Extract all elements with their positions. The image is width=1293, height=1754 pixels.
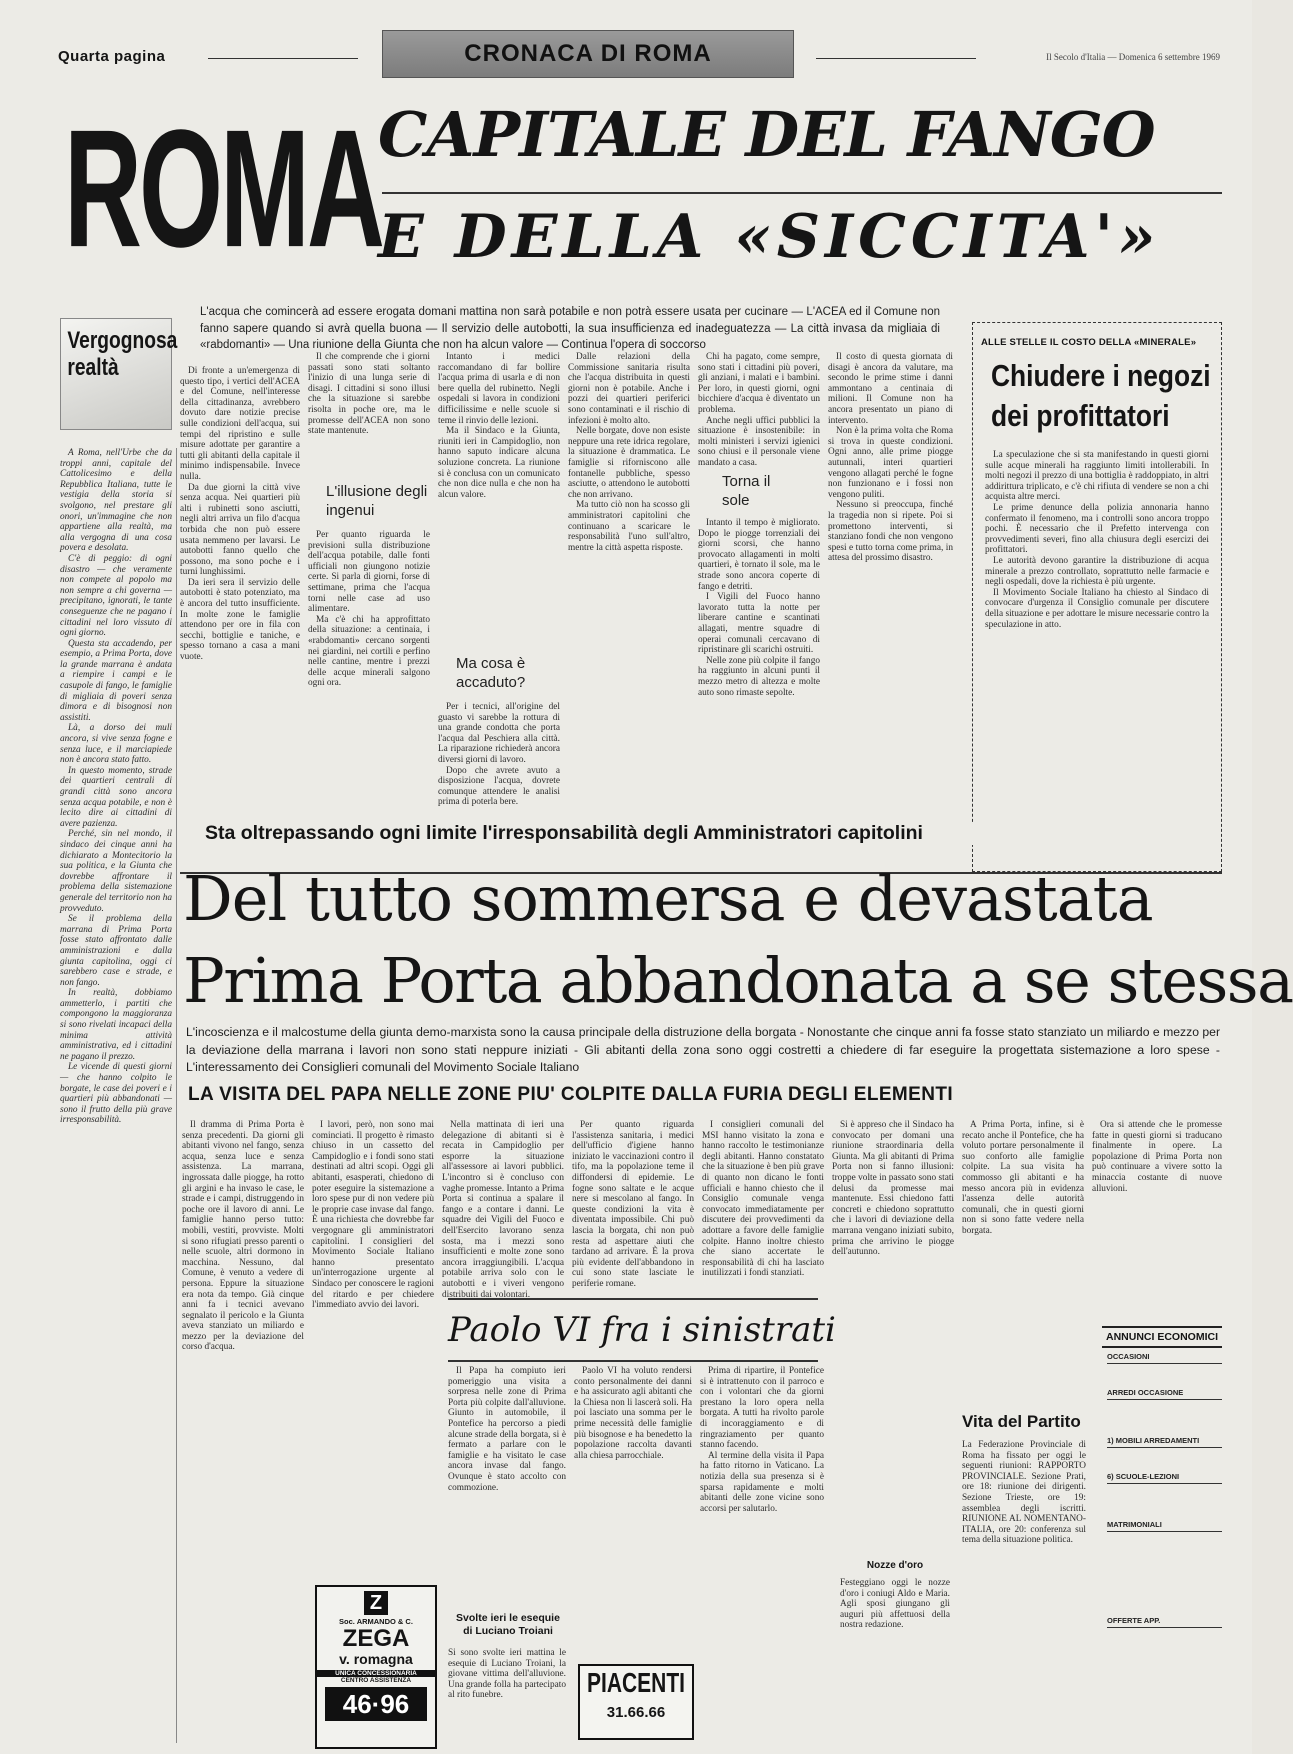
second-col1 bbox=[182, 1120, 304, 1742]
wedding-text: Festeggiano oggi le nozze d'oro i coniugi Aldo e Maria. Agli sposi giungano gli auguri più affettuosi della nostra redazione. bbox=[840, 1578, 950, 1658]
zega-logo: Z bbox=[364, 1591, 388, 1615]
paragraph: Il che comprende che i giorni passati sono stati soltanto l'inizio di una lunga serie di disagi. I cittadini si sono illusi che la situazione si sarebbe risolta in poche ore, ma le promesse dell'ACEA non sono state mantenute. bbox=[308, 352, 430, 437]
second-col2 bbox=[312, 1120, 434, 1578]
paolo-col3 bbox=[700, 1366, 824, 1742]
party-title: Vita del Partito bbox=[962, 1412, 1081, 1431]
classified-heading: ARREDI OCCASIONE bbox=[1107, 1388, 1222, 1400]
paragraph: Il Movimento Sociale Italiano ha chiesto al Sindaco di convocare d'urgenza il Consiglio comunale per discutere della situazione e per adottare le misure necessarie contro la speculazione in atto. bbox=[985, 587, 1209, 630]
classified-heading: OCCASIONI bbox=[1107, 1352, 1222, 1364]
piacenti-ad bbox=[578, 1664, 694, 1740]
paragraph: Ma tutto ciò non ha scosso gli amministratori capitolini che continuano a scaricare le responsabilità l'uno sull'altro, mentre la città aspetta risposte. bbox=[568, 500, 690, 553]
top-story-col4 bbox=[568, 352, 690, 868]
paragraph: Per quanto riguarda le previsioni sulla distribuzione dell'acqua potabile, dalle fonti ufficiali non giungono notizie certe. Si parla di giorni, forse di settimane, prima che l'acqua torni nelle case ad uso alimentare. bbox=[308, 530, 430, 615]
paragraph: Questa sta accadendo, per esempio, a Prima Porta, dove la grande marrana è andata a riempire i campi e le casupole di fango, le famiglie di migliaia di poveri senza dimora e di bisognosi non assistiti. bbox=[60, 638, 172, 723]
paragraph: Le autorità devono garantire la distribuzione di acqua minerale a prezzo controllato, soprattutto nelle farmacie e negli ospedali, dove la richiesta è più urgente. bbox=[985, 555, 1209, 588]
paragraph: Le prime denunce della polizia annonaria hanno confermato il fenomeno, ma i controlli sono ancora troppo pochi. È necessario che il Prefetto intervenga con provvedimenti severi, fino alla chiusura degli esercizi dei profittatori. bbox=[985, 502, 1209, 556]
paragraph: Dopo che avrete avuto a disposizione l'acqua, dovrete comunque attendere le analisi prima di poterla bere. bbox=[438, 765, 560, 808]
paragraph: Paolo VI ha voluto rendersi conto personalmente dei danni e ha assicurato agli abitanti che la Chiesa non li lascerà soli. Ha poi lasciato una somma per le prime necessità delle famiglie più bisognose e ha benedetto la popolazione raccolta davanti alla chiesa parrocchiale. bbox=[574, 1366, 692, 1461]
top-story-col5 bbox=[698, 352, 820, 868]
paragraph: Nella mattinata di ieri una delegazione di abitanti si è recata in Campidoglio per esporre la situazione all'assessore ai lavori pubblici. L'incontro si è concluso con vaghe promesse. Intanto a Prima Porta si continua a spalare il fango e a contare i danni. Le squadre dei Vigili del Fuoco e dell'Esercito lavorano senza sosta, ma i mezzi sono insufficienti e molte zone sono ancora irraggiungibili. L'acqua potabile arriva solo con le autobotti e i viveri vengono distribuiti dai volontari. bbox=[442, 1120, 564, 1300]
paragraph: Per quanto riguarda l'assistenza sanitaria, i medici dell'ufficio d'igiene hanno iniziato le vaccinazioni contro il tifo, ma la popolazione teme il diffondersi di epidemie. Le fogne sono saltate e le acque nere si mescolano al fango. In queste condizioni la vita è diventata impossibile. Chi può lascia la borgata, chi non può resta ad aspettare aiuti che tardano ad arrivare. È la prova più evidente dell'abbandono in cui sono state lasciate le periferie romane. bbox=[572, 1120, 694, 1289]
header-rule-left bbox=[208, 58, 358, 59]
wedding-title-visible: Nozze d'oro bbox=[840, 1560, 950, 1571]
paragraph: Per i tecnici, all'origine del guasto vi sarebbe la rottura di una grande condotta che porta l'acqua dal Peschiera alla città. La riparazione richiederà ancora diversi giorni di lavoro. bbox=[438, 702, 560, 765]
zega-tag1: UNICA CONCESSIONARIA bbox=[317, 1670, 435, 1677]
paragraph: Al termine della visita il Papa ha fatto ritorno in Vaticano. La notizia della sua presenza si è sparsa rapidamente e molti abitanti delle zone vicine sono accorsi per salutarlo. bbox=[700, 1450, 824, 1514]
paragraph: Nelle borgate, dove non esiste neppure una rete idrica regolare, la situazione è drammatica. Le famiglie si riforniscono alle fontanelle pubbliche, spesso asciutte, o attendono le autobotti che non arrivano. bbox=[568, 426, 690, 500]
second-kicker-visible: Sta oltrepassando ogni limite l'irresponsabilità degli Amministratori capitolini bbox=[205, 822, 1215, 845]
second-deck: L'incoscienza e il malcostume della giunta demo-marxista sono la causa principale della distruzione della borgata - Nonostante che cinque anni fa fosse stato stanziato un miliardo e mezzo per la deviazione della marrana i lavori non sono stati neppure iniziati - Gli abitanti della zona sono oggi costretti a chiedere di far eseguire la progettata sistemazione a loro spese - L'interessamento dei Consiglieri comunali del Movimento Sociale Italiano bbox=[186, 1025, 1220, 1074]
paragraph: Di fronte a un'emergenza di questo tipo, i vertici dell'ACEA e del Comune, nell'interesse della cittadinanza, avrebbero dovuto dare notizie precise sulle condizioni dell'acqua, sui tempi del ripristino e sulle misure adottate per garantire a tutti gli abitanti della capitale il minimo indispensabile. Invece nulla. bbox=[180, 366, 300, 482]
editorial-box-head bbox=[60, 318, 178, 430]
zega-name: ZEGA bbox=[342, 1625, 410, 1652]
second-col7 bbox=[962, 1120, 1084, 1300]
headline-divider bbox=[382, 192, 1222, 194]
second-col5 bbox=[702, 1120, 824, 1290]
paragraph: C'è di peggio: di ogni disastro — che veramente non compete al popolo ma non sempre a chi governa — precipitano, ignorati, le tante conseguenze che ne pagano i cittadini nel loro vissuto di ogni giorno. bbox=[60, 553, 172, 639]
paragraph: Se il problema della marrana di Prima Porta fosse stato affrontato dalle amministrazioni e dalla giunta capitolina, oggi ci sarebbero case e strade, e non fango. bbox=[60, 914, 172, 988]
paragraph: Il dramma di Prima Porta è senza precedenti. Da giorni gli abitanti vivono nel fango, senza acqua, senza luce e senza assistenza. La marrana, ingrossata dalle piogge, ha rotto gli argini e ha invaso le case, le strade e i campi, distruggendo in poche ore il lavoro di anni. Le famiglie hanno perso tutto: mobili, vestiti, provviste. Molti si sono rifugiati presso parenti o nelle scuole, altri dormono in macchina. Nessuno, dal Comune, è venuto a vedere di persona. Eppure la situazione era nota da tempo. Già cinque anni fa i tecnici avevano segnalato il pericolo e la Giunta aveva stanziato un miliardo e mezzo per la deviazione del corso d'acqua. bbox=[182, 1120, 304, 1353]
paolo-title: Paolo VI fra i sinistrati bbox=[448, 1298, 818, 1362]
papal-banner: LA VISITA DEL PAPA NELLE ZONE PIU' COLPITE DALLA FURIA DEGLI ELEMENTI bbox=[188, 1084, 954, 1105]
classified-heading: MATRIMONIALI bbox=[1107, 1520, 1222, 1532]
zega-line1: Soc. ARMANDO & C. bbox=[339, 1617, 413, 1626]
paragraph: Le vicende di questi giorni — che hanno colpito le borgate, le case dei poveri e i quartieri più abbandonati — sono il frutto della più grave irresponsabilità. bbox=[60, 1062, 172, 1126]
paragraph: Anche negli uffici pubblici la situazione è insostenibile: in molti ministeri i servizi igienici sono chiusi e il personale viene mandato a casa. bbox=[698, 415, 820, 468]
paolo-col1 bbox=[448, 1366, 566, 1604]
paragraph: I Vigili del Fuoco hanno lavorato tutta la notte per liberare cantine e scantinati allagati, mentre squadre di operai comunali cercavano di ripristinare gli scarichi ostruiti. bbox=[698, 592, 820, 656]
top-story-col2-text-b bbox=[308, 530, 430, 850]
classified-heading: 6) SCUOLE-LEZIONI bbox=[1107, 1472, 1222, 1484]
funeral-text: Si sono svolte ieri mattina le esequie di Luciano Troiani, la giovane vittima dell'alluvione. Una grande folla ha partecipato al rito funebre. bbox=[448, 1648, 566, 1701]
piacenti-name: PIACENTI bbox=[586, 1668, 685, 1699]
headline-roma: ROMA bbox=[64, 94, 382, 282]
section-banner bbox=[382, 30, 794, 78]
second-col4 bbox=[572, 1120, 694, 1290]
top-story-col5-text-b bbox=[698, 518, 820, 858]
boxed-body bbox=[985, 450, 1209, 855]
piacenti-phone: 31.66.66 bbox=[606, 1704, 666, 1721]
paragraph: Nelle zone più colpite il fango ha raggiunto in alcuni punti il mezzo metro di altezza e molte auto sono rimaste sepolte. bbox=[698, 655, 820, 698]
zega-street: v. romagna bbox=[339, 1651, 413, 1667]
party-text: La Federazione Provinciale di Roma ha fissato per oggi le seguenti riunioni: RAPPORTO PROVINCIALE. Sezione Prati, ore 18: riunione dei dirigenti. Sezione Trieste, ore 19: assemblea degli iscritti. RIUNIONE AL NOMENTANO-ITALIA, ore 20: conferenza sul tema della situazione politica. bbox=[962, 1440, 1086, 1546]
paragraph: Il Papa ha compiuto ieri pomeriggio una visita a sorpresa nelle zone di Prima Porta più colpite dall'alluvione. Giunto in automobile, il Pontefice ha percorso a piedi alcune strade della borgata, si è fermato a parlare con le famiglie e ha visitato le case ancora invase dal fango. Ovunque è stato accolto con commozione. bbox=[448, 1366, 566, 1493]
boxed-title: Chiudere i negozi dei profittatori bbox=[991, 358, 1211, 433]
classified-heading: OFFERTE APP. bbox=[1107, 1616, 1222, 1628]
paragraph: Là, a dorso dei muli ancora, si vive senza fogne e senza luce, e il marciapiede non è ancora stato fatto. bbox=[60, 723, 172, 766]
zega-phone: 46·96 bbox=[325, 1687, 427, 1721]
paragraph: Da ieri sera il servizio delle autobotti è stato potenziato, ma è ancora del tutto insufficiente. In molte zone le famiglie attendono per ore in fila con secchi, bottiglie e taniche, e spesso tornano a casa a mani vuote. bbox=[180, 577, 300, 663]
paragraph: Chi ha pagato, come sempre, sono stati i cittadini più poveri, gli anziani, i malati e i bambini. Per loro, in questi giorni, ogni bicchiere d'acqua è diventato un problema. bbox=[698, 352, 820, 415]
editorial-title: Vergognosa realtà bbox=[67, 327, 178, 381]
boxed-kicker: ALLE STELLE IL COSTO DELLA «MINERALE» bbox=[981, 337, 1197, 348]
dateline: Il Secolo d'Italia — Domenica 6 settembre 1969 bbox=[1046, 52, 1220, 62]
paragraph: Intanto il tempo è migliorato. Dopo le piogge torrenziali dei giorni scorsi, che hanno provocato allagamenti in molti quartieri, è tornato il sole, ma le strade sono ancora coperte di fango e detriti. bbox=[698, 518, 820, 592]
editorial-body bbox=[60, 448, 177, 1743]
headline-line2: E DELLA «SICCITA'» bbox=[378, 202, 1161, 272]
paragraph: Dalle relazioni della Commissione sanitaria risulta che l'acqua distribuita in questi giorni non è potabile. Anche i pozzi dei quartieri periferici sono contaminati e il rischio di infezioni è molto alto. bbox=[568, 352, 690, 426]
paragraph: Prima di ripartire, il Pontefice si è intrattenuto con il parroco e con i volontari che da giorni prestano la loro opera nella borgata. A tutti ha rivolto parole di incoraggiamento e di ringraziamento per quanto stanno facendo. bbox=[700, 1366, 824, 1451]
top-story-col2-text-a bbox=[308, 352, 430, 470]
second-headline2: Prima Porta abbandonata a se stessa bbox=[183, 944, 1293, 1017]
zega-tag2: CENTRO ASSISTENZA bbox=[340, 1677, 412, 1684]
second-col8 bbox=[1092, 1120, 1222, 1300]
top-story-col6 bbox=[828, 352, 953, 868]
paragraph: Non è la prima volta che Roma si trova in queste condizioni. Ogni anno, alle prime piogge autunnali, interi quartieri vengono allagati perché le fogne non funzionano e i fossi non vengono puliti. bbox=[828, 426, 953, 500]
funeral-title: Svolte ieri le esequie di Luciano Troiani bbox=[456, 1612, 560, 1637]
paragraph: In realtà, dobbiamo ammetterlo, i partiti che compongono la maggioranza si sono rivelati incapaci della minima attività amministrativa, ed i cittadini ne pagano il prezzo. bbox=[60, 988, 172, 1062]
paragraph: In questo momento, strade dei quartieri centrali di grandi città sono ancora senza acqua potabile, e non è lecito dire ai cittadini di avere pazienza. bbox=[60, 765, 172, 829]
zega-ad bbox=[315, 1585, 437, 1749]
subhead-cosa-accaduto: Ma cosa è accaduto? bbox=[456, 655, 526, 691]
paragraph: Da due giorni la città vive senza acqua. Nei quartieri più alti i rubinetti sono asciutti, negli altri arriva un filo d'acqua torbida che non può essere usata nemmeno per lavarsi. Le autobotti fanno quello che possono, ma sono poche e i turni lunghissimi. bbox=[180, 482, 300, 578]
paragraph: Ora si attende che le promesse fatte in questi giorni si traducano finalmente in opere. La popolazione di Prima Porta non può continuare a vivere sotto la minaccia costante di nuove alluvioni. bbox=[1092, 1120, 1222, 1194]
paragraph: Ma il Sindaco e la Giunta, riuniti ieri in Campidoglio, non hanno saputo indicare alcuna soluzione concreta. La riunione si è conclusa con un comunicato che non dice nulla e che non ha alcun valore. bbox=[438, 426, 560, 500]
classified-heading: 1) MOBILI ARREDAMENTI bbox=[1107, 1436, 1222, 1448]
top-story-col3 bbox=[438, 352, 560, 868]
top-story-col1 bbox=[180, 366, 300, 868]
top-story-col3-text-a bbox=[438, 352, 560, 642]
paragraph: I lavori, però, non sono mai cominciati. Il progetto è rimasto chiuso in un cassetto del Campidoglio e i fondi sono stati destinati ad altri scopi. Oggi gli abitanti, esasperati, chiedono di poter eseguire la sistemazione a loro spese pur di non vedere più le proprie case invase dal fango. È una richiesta che dovrebbe far vergognare gli amministratori capitolini. I consiglieri del Movimento Sociale Italiano hanno presentato un'interrogazione urgente al Sindaco per conoscere le ragioni del ritardo e per chiedere l'immediato avvio dei lavori. bbox=[312, 1120, 434, 1311]
classifieds-title: ANNUNCI ECONOMICI bbox=[1102, 1326, 1222, 1348]
paragraph: I consiglieri comunali del MSI hanno visitato la zona e hanno raccolto le testimonianze degli abitanti. Hanno constatato che la situazione è ben più grave di quanto non dicano le fonti ufficiali e hanno chiesto che il Consiglio comunale venga convocato immediatamente per discutere dei provvedimenti da adottare a favore delle famiglie colpite. Hanno inoltre chiesto che siano accertate le responsabilità di chi ha lasciato inutilizzati i fondi stanziati. bbox=[702, 1120, 824, 1279]
subhead-illusione: L'illusione degli ingenui bbox=[326, 483, 428, 519]
section-title: CRONACA DI ROMA bbox=[464, 40, 712, 67]
paragraph: A Roma, nell'Urbe che da troppi anni, capitale del Cattolicesimo e della Repubblica Italiana, tutte le vestigia della storia si svolgono, nel prestare gli onori, un'immagine che non appartiene alla realtà, ma alla vergogna di una cosa povera e desolata. bbox=[60, 448, 172, 554]
top-story-col5-text-a bbox=[698, 352, 820, 468]
paragraph: Perché, sin nel mondo, il sindaco dei cinque anni ha dichiarato a Montecitorio la sua politica, e la Giunta che dovrebbe affrontare il problema della sistemazione generale del territorio non ha provveduto. bbox=[60, 829, 172, 914]
paragraph: Il costo di questa giornata di disagi è ancora da valutare, ma secondo le prime stime i danni ammontano a centinaia di milioni. Il Comune non ha ancora presentato un piano di intervento. bbox=[828, 352, 953, 426]
boxed-story bbox=[972, 322, 1222, 872]
paragraph: A Prima Porta, infine, si è recato anche il Pontefice, che ha voluto portare personalmente il suo conforto alle famiglie colpite. La sua visita ha commosso gli abitanti e ha messo ancora più in evidenza l'assenza delle autorità comunali, che in questi giorni non si sono fatte vedere nella borgata. bbox=[962, 1120, 1084, 1236]
paragraph: Ma c'è chi ha approfittato della situazione: a centinaia, i «rabdomanti» cercano sorgenti nei giardini, nei cortili e perfino nelle cantine, mentre i prezzi delle acque minerali salgono ogni ora. bbox=[308, 614, 430, 689]
summary-deck: L'acqua che comincerà ad essere erogata domani mattina non sarà potabile e non potrà essere usata per cucinare — L'ACEA ed il Comune non fanno sapere quando si avrà quella buona — Il servizio delle autobotti, la sua insufficienza ed inadeguatezza — La città invasa da migliaia di «rabdomanti» — Una riunione della Giunta che non ha alcun valore — Continua l'opera di soccorso bbox=[200, 306, 940, 351]
top-story-col2 bbox=[308, 352, 430, 868]
paragraph: Intanto i medici raccomandano di far bollire l'acqua prima di usarla e di non bere quella del rubinetto. Negli ospedali si lavora in condizioni difficilissime e nelle scuole si teme il rinvio delle lezioni. bbox=[438, 352, 560, 426]
paragraph: Si è appreso che il Sindaco ha convocato per domani una riunione straordinaria della Giunta. Ma gli abitanti di Prima Porta non si fanno illusioni: troppe volte in passato sono stati delusi da promesse mai mantenute. Essi chiedono fatti concreti e chiedono soprattutto che i lavori di deviazione della marrana vengano iniziati subito, prima che arrivino le piogge dell'autunno. bbox=[832, 1120, 954, 1258]
paragraph: Nessuno si preoccupa, finché la tragedia non si ripete. Poi si promettono interventi, si stanziano fondi che non vengono spesi e tutto torna come prima, in attesa del prossimo disastro. bbox=[828, 500, 953, 564]
page-label: Quarta pagina bbox=[58, 48, 166, 65]
second-col3 bbox=[442, 1120, 564, 1300]
paragraph: La speculazione che si sta manifestando in questi giorni sulle acque minerali ha raggiunto limiti intollerabili. In molti negozi il prezzo di una bottiglia è raddoppiato, in altri addirittura triplicato, e c'è chi rifiuta di vendere se non a chi acquista altre merci. bbox=[985, 450, 1209, 503]
second-headline1: Del tutto sommersa e devastata bbox=[183, 862, 1153, 935]
header-rule-right bbox=[816, 58, 976, 59]
headline-line1: CAPITALE DEL FANGO bbox=[378, 98, 1155, 171]
subhead-torna-sole: Torna il sole bbox=[722, 473, 771, 509]
